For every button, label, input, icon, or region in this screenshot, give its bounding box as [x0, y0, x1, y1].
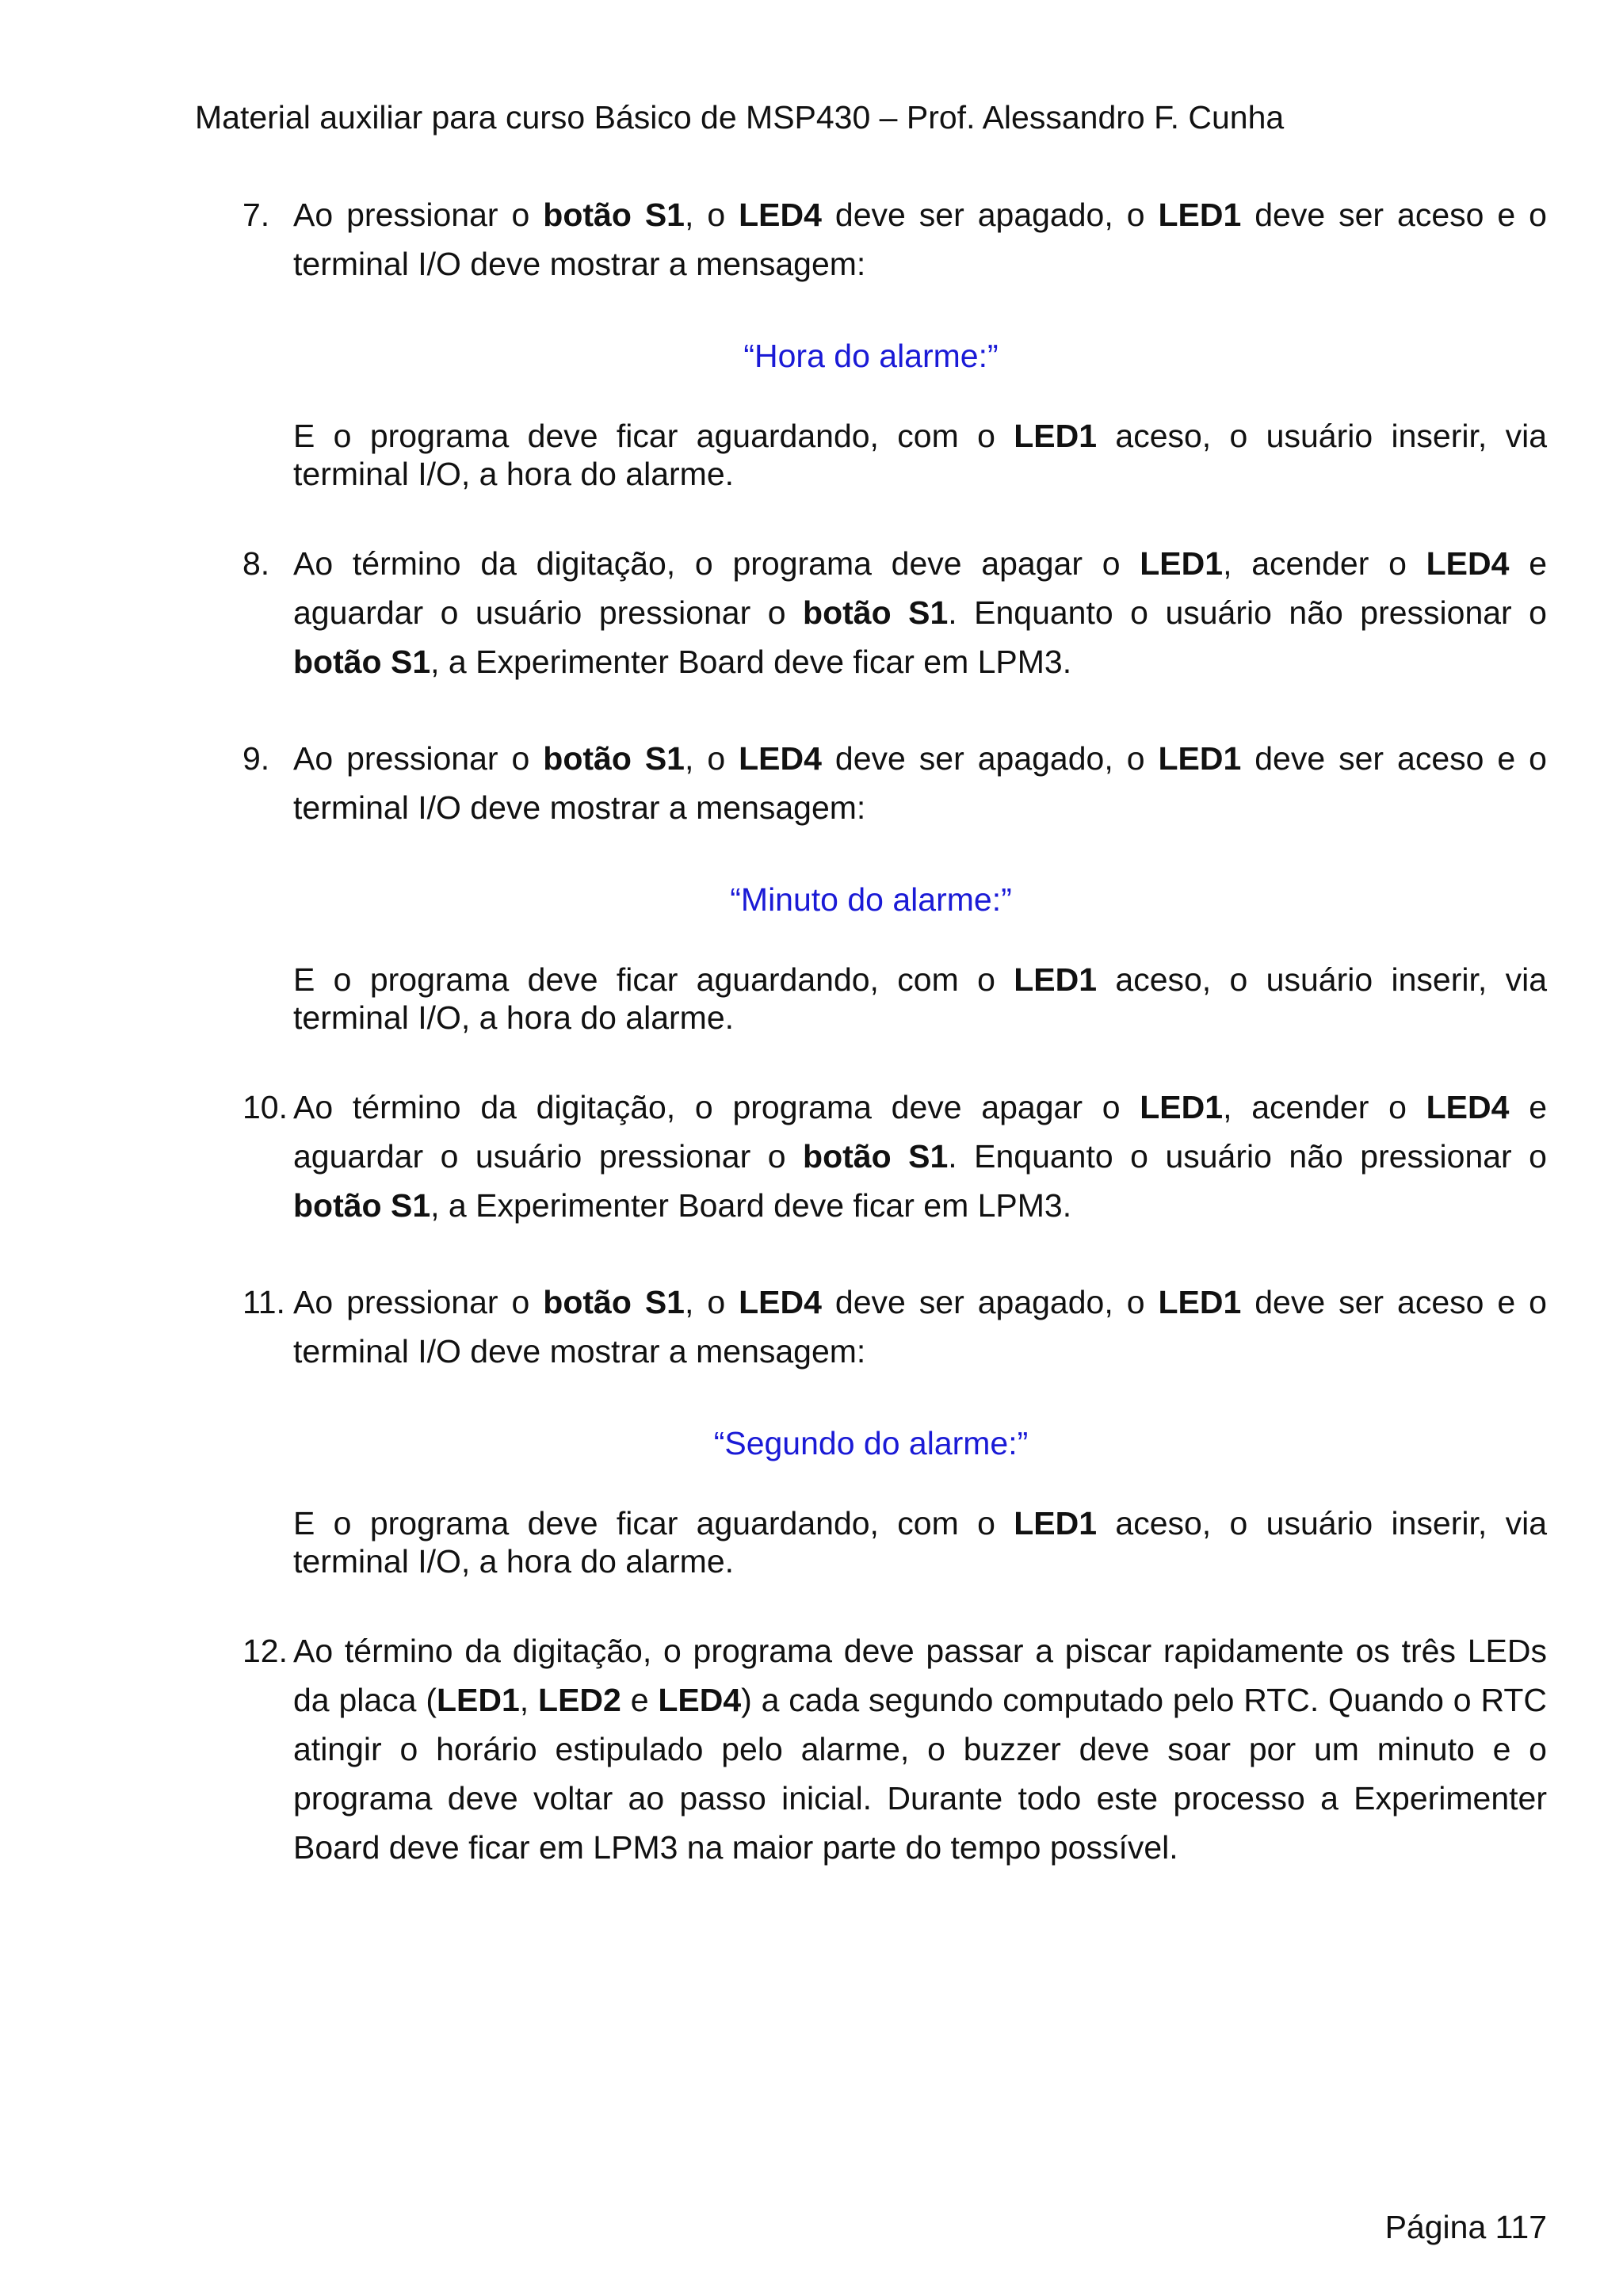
list-item-9-continuation — [195, 961, 1547, 1037]
item-number: 7. — [242, 197, 270, 233]
running-header: Material auxiliar para curso Básico de MSP430 – Prof. Alessandro F. Cunha — [195, 99, 1285, 136]
terminal-message: “Hora do alarme:” — [743, 338, 999, 374]
item-number: 8. — [242, 545, 270, 582]
item-paragraph: Ao pressionar o botão S1, o LED4 deve ser apagado, o LED1 deve ser aceso e o terminal I/O deve mostrar a mensagem: — [293, 740, 1547, 826]
item-number: 10. — [242, 1089, 288, 1125]
list-item-11-continuation — [195, 1504, 1547, 1580]
item-paragraph: Ao término da digitação, o programa deve passar a piscar rapidamente os três LEDs da placa (LED1, LED2 e LED4) a cada segundo computado pelo RTC. Quando o RTC atingir o horário estipulado pelo alarme, o buzzer deve soar por um minuto e o programa deve voltar ao passo inicial. Durante todo este processo a Experimenter Board deve ficar em LPM3 na maior parte do tempo possível. — [293, 1633, 1547, 1866]
list-item-9 — [195, 734, 1547, 832]
item-paragraph: Ao término da digitação, o programa deve apagar o LED1, acender o LED4 e aguardar o usuário pressionar o botão S1. Enquanto o usuário não pressionar o botão S1, a Experimenter Board deve ficar em LPM3. — [293, 1089, 1547, 1224]
page-body — [195, 190, 1547, 1872]
item-paragraph: Ao pressionar o botão S1, o LED4 deve ser apagado, o LED1 deve ser aceso e o terminal I/O deve mostrar a mensagem: — [293, 197, 1547, 282]
item-number: 12. — [242, 1633, 288, 1669]
list-item-12 — [195, 1626, 1547, 1872]
page-number: Página 117 — [1384, 2209, 1547, 2245]
list-item-8 — [195, 539, 1547, 686]
item-paragraph: Ao término da digitação, o programa deve apagar o LED1, acender o LED4 e aguardar o usuário pressionar o botão S1. Enquanto o usuário não pressionar o botão S1, a Experimenter Board deve ficar em LPM3. — [293, 545, 1547, 680]
terminal-message: “Minuto do alarme:” — [730, 881, 1012, 918]
item-paragraph: E o programa deve ficar aguardando, com o LED1 aceso, o usuário inserir, via terminal I/O, a hora do alarme. — [293, 1505, 1547, 1580]
item-paragraph: Ao pressionar o botão S1, o LED4 deve ser apagado, o LED1 deve ser aceso e o terminal I/O deve mostrar a mensagem: — [293, 1284, 1547, 1370]
list-item-10 — [195, 1083, 1547, 1230]
list-item-11 — [195, 1278, 1547, 1376]
item-number: 9. — [242, 740, 270, 777]
item-paragraph: E o programa deve ficar aguardando, com o LED1 aceso, o usuário inserir, via terminal I/O, a hora do alarme. — [293, 418, 1547, 492]
list-item-7 — [195, 190, 1547, 288]
terminal-message: “Segundo do alarme:” — [713, 1425, 1029, 1461]
item-paragraph: E o programa deve ficar aguardando, com o LED1 aceso, o usuário inserir, via terminal I/O, a hora do alarme. — [293, 961, 1547, 1036]
list-item-7-continuation — [195, 417, 1547, 493]
item-number: 11. — [242, 1284, 285, 1320]
